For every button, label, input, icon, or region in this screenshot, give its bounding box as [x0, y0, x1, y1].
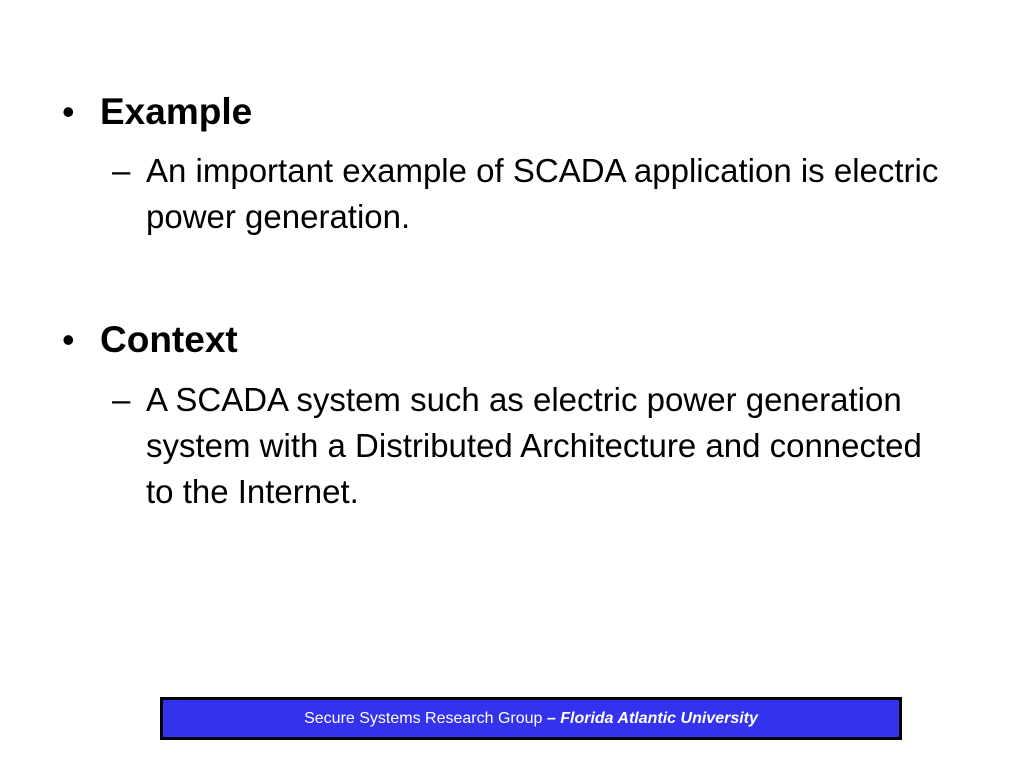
- footer-university: Florida Atlantic University: [560, 709, 758, 727]
- sub-bullet-text-example: An important example of SCADA application is electric power generation.: [146, 152, 939, 235]
- bullet-marker: •: [62, 319, 75, 360]
- sub-bullet-context: [112, 377, 942, 515]
- bullet-marker: •: [62, 91, 75, 132]
- footer-banner: [160, 697, 902, 740]
- bullet-heading-example: Example: [100, 91, 253, 132]
- footer-separator: –: [542, 709, 561, 727]
- footer-group-name: Secure Systems Research Group: [304, 709, 543, 727]
- sub-bullet-example: [112, 148, 942, 240]
- sub-bullet-text-context: A SCADA system such as electric power generation system with a Distributed Architecture and connected to the Internet.: [146, 381, 922, 510]
- sub-bullet-marker: –: [112, 152, 131, 189]
- bullet-example: [62, 88, 252, 136]
- bullet-heading-context: Context: [100, 319, 238, 360]
- bullet-context: [62, 316, 238, 364]
- sub-bullet-marker: –: [112, 381, 131, 418]
